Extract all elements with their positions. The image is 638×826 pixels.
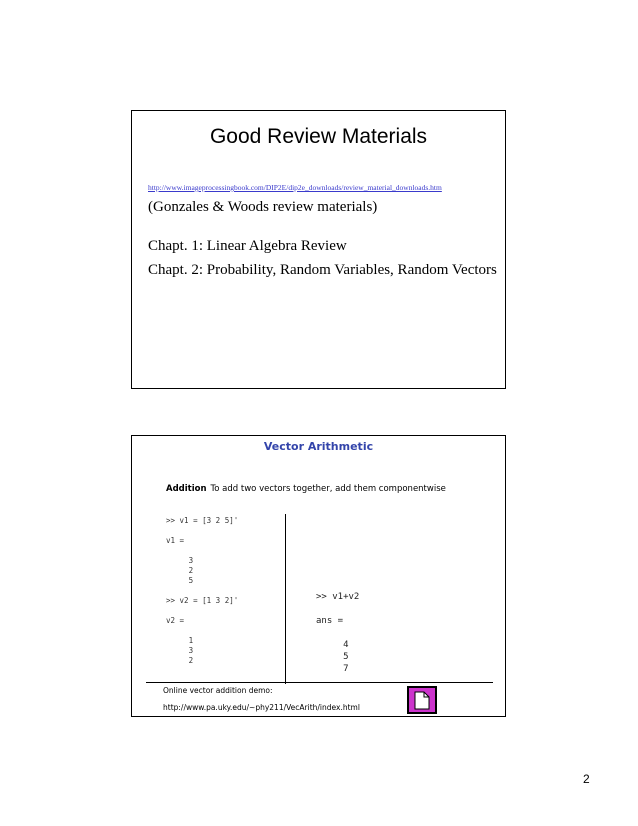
code-left-line: 2	[166, 566, 194, 575]
code-left-line: 3	[166, 646, 194, 655]
code-right-line	[316, 627, 359, 639]
code-right-line: 7	[316, 664, 349, 674]
addition-text: To add two vectors together, add them componentwise	[210, 484, 446, 494]
demo-url-link[interactable]: http://www.pa.uky.edu/~phy211/VecArith/index.html	[163, 703, 360, 712]
demo-label: Online vector addition demo:	[163, 686, 273, 695]
code-left-line	[166, 546, 238, 556]
code-left-line	[166, 526, 238, 536]
chapter-2-line: Chapt. 2: Probability, Random Variables, Random Vectors	[148, 262, 497, 278]
code-left-line: 1	[166, 636, 194, 645]
column-divider	[285, 514, 286, 684]
slide-vector-arithmetic	[131, 435, 506, 717]
page-number: 2	[583, 772, 590, 786]
code-right-line: ans =	[316, 616, 344, 626]
document-link-button[interactable]	[407, 686, 437, 714]
code-left-line: 2	[166, 656, 194, 665]
slide-title: Good Review Materials	[209, 125, 428, 148]
code-left-line: v1 =	[166, 536, 185, 545]
code-right-line: >> v1+v2	[316, 592, 360, 602]
slide-title: Vector Arithmetic	[263, 440, 374, 453]
code-right-line: 5	[316, 652, 349, 662]
code-left-line: 5	[166, 576, 194, 585]
slide-review-materials	[131, 110, 506, 389]
demo-divider	[146, 682, 493, 683]
addition-label: Addition	[166, 484, 207, 494]
code-block-left	[166, 516, 238, 666]
code-left-line: >> v1 = [3 2 5]'	[166, 516, 239, 525]
chapter-1-line: Chapt. 1: Linear Algebra Review	[148, 238, 347, 254]
review-materials-link[interactable]: http://www.imageprocessingbook.com/DIP2E/dip2e_downloads/review_material_downloads.htm	[148, 183, 442, 192]
code-left-line	[166, 586, 238, 596]
code-left-line: 3	[166, 556, 194, 565]
code-right-line: 4	[316, 640, 349, 650]
addition-description	[166, 484, 446, 494]
code-block-right	[316, 591, 359, 675]
code-left-line	[166, 606, 238, 616]
code-left-line: >> v2 = [1 3 2]'	[166, 596, 239, 605]
document-icon	[414, 691, 430, 710]
code-right-line	[316, 603, 359, 615]
slide-subtitle: (Gonzales & Woods review materials)	[148, 199, 378, 215]
code-left-line: v2 =	[166, 616, 185, 625]
code-left-line	[166, 626, 238, 636]
